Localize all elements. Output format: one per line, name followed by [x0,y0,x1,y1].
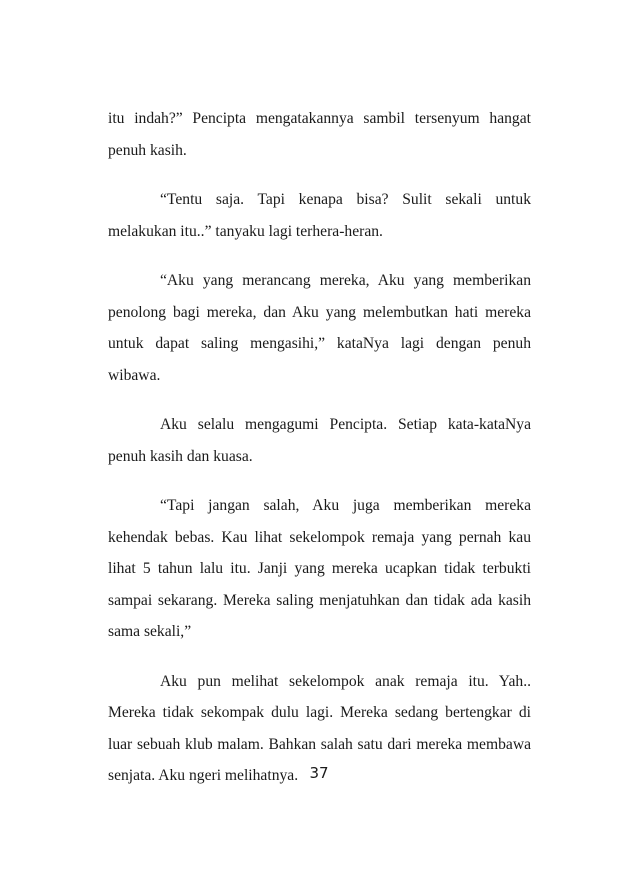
paragraph: “Tentu saja. Tapi kenapa bisa? Sulit sekali untuk melakukan itu..” tanyaku lagi terhera-heran. [108,191,531,240]
paragraph: Aku pun melihat sekelompok anak remaja itu. Yah.. Mereka tidak sekompak dulu lagi. Mereka sedang bertengkar di luar sebuah klub malam. Bahkan salah satu dari mereka membawa senjata. Aku ngeri melihatnya. [108,672,531,784]
page-number: 37 [309,764,329,782]
page-body [108,103,531,810]
paragraph-continuation: itu indah?” Pencipta mengatakannya sambil tersenyum hangat penuh kasih. [108,110,531,159]
paragraph: Aku selalu mengagumi Pencipta. Setiap kata-kataNya penuh kasih dan kuasa. [108,416,531,465]
paragraph: “Tapi jangan salah, Aku juga memberikan mereka kehendak bebas. Kau lihat sekelompok remaja yang pernah kau lihat 5 tahun lalu itu. Janji yang mereka ucapkan tidak terbukti sampai sekarang. Mereka saling menjatuhkan dan tidak ada kasih sama sekali,” [108,497,531,640]
paragraph: “Aku yang merancang mereka, Aku yang memberikan penolong bagi mereka, dan Aku yang melembutkan hati mereka untuk dapat saling mengasihi,” kataNya lagi dengan penuh wibawa. [108,272,531,384]
